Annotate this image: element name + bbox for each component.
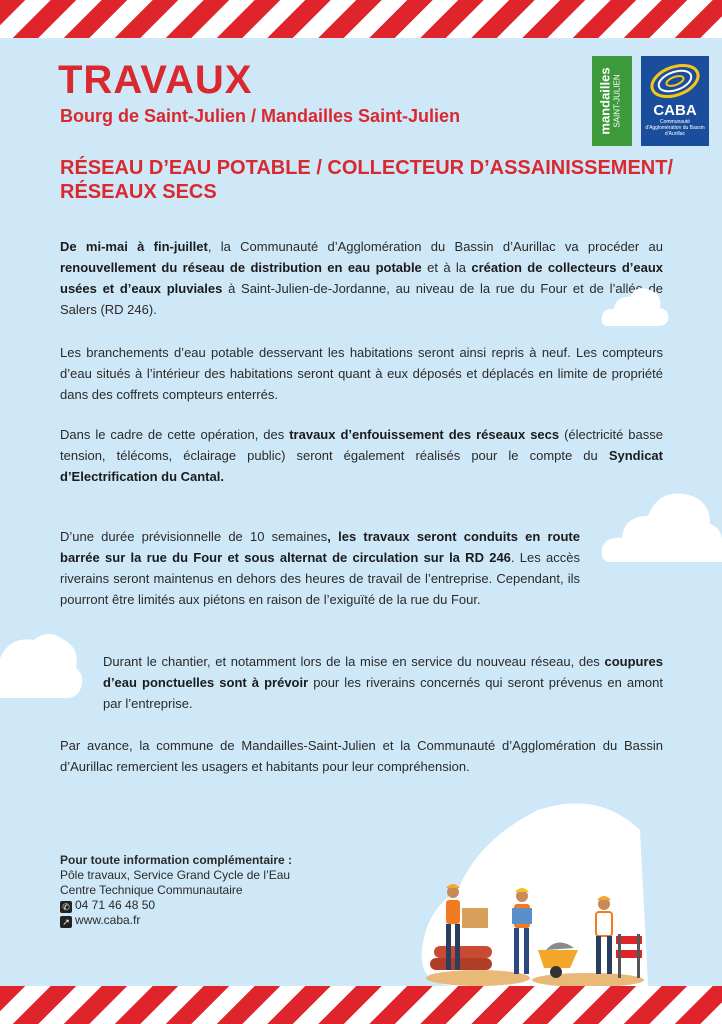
body-text: D’une durée prévisionnelle de 10 semaines: [60, 529, 328, 544]
mandailles-logo: [592, 56, 632, 146]
emphasis-text: création de collecteurs d’eaux usées et d’eaux pluviales: [60, 260, 664, 296]
body-text: pour les riverains concernés qui seront prévenus en amont par l’entreprise.: [103, 675, 663, 711]
cloud-decoration: [600, 282, 670, 328]
body-text: , la Communauté d’Agglomération du Bassin d’Aurillac va procéder au: [207, 239, 663, 254]
emphasis-text: renouvellement du réseau de distribution en eau potable: [60, 260, 422, 275]
paragraph-remerciements: [60, 735, 663, 777]
emphasis-text: De mi-mai à fin-juillet: [60, 239, 208, 254]
cloud-decoration: [0, 628, 84, 700]
body-text: . Les accès riverains seront maintenus en dehors des heures de travail de l’entreprise. Cependant, ils pourront être limités aux piétons en raison de l’exiguïté de la rue du Four.: [60, 550, 580, 607]
caba-logo-name: CABA: [653, 102, 697, 119]
contact-block: [60, 853, 292, 928]
paragraph-branchements: [60, 342, 663, 405]
section-title: RÉSEAU D’EAU POTABLE / COLLECTEUR D’ASSAINISSEMENT/ RÉSEAUX SECS: [60, 157, 674, 203]
link-icon: ↗: [60, 916, 72, 928]
page-subtitle: Bourg de Saint-Julien / Mandailles Saint-Julien: [60, 106, 461, 126]
contact-phone-row: [60, 898, 292, 913]
body-text: Par avance, la commune de Mandailles-Saint-Julien et la Communauté d’Agglomération du Bassin d’Aurillac remercient les usagers et habitants pour leur compréhension.: [60, 738, 663, 774]
contact-web-row: [60, 913, 292, 928]
body-text: (électricité basse tension, télécoms, éclairage public) seront également réalisés pour le compte du: [60, 427, 663, 463]
caba-logo: [641, 56, 709, 146]
hazard-stripe-top: [0, 0, 722, 38]
paragraph-dates: [60, 236, 663, 320]
body-text: à Saint-Julien-de-Jordanne, au niveau de la rue du Four et de l’allée de Salers (RD 246).: [60, 281, 663, 317]
paragraph-coupures: [103, 651, 663, 714]
emphasis-text: Syndicat d’Electrification du Cantal.: [60, 448, 663, 484]
body-text: Dans le cadre de cette opération, des: [60, 427, 290, 442]
contact-center: Centre Technique Communautaire: [60, 883, 243, 897]
body-text: et à la: [421, 260, 472, 275]
mandailles-logo-line1: mandailles: [598, 67, 614, 135]
contact-service: Pôle travaux, Service Grand Cycle de l’Eau: [60, 868, 291, 882]
paragraph-duree: [60, 526, 580, 610]
paragraph-reseaux-secs: [60, 424, 663, 487]
hazard-stripe-bottom: [0, 986, 722, 1024]
emphasis-text: travaux d’enfouissement des réseaux secs: [289, 427, 560, 442]
caba-logo-subtitle: Communauté d'Agglomération du Bassin d'Aurillac: [645, 119, 705, 137]
pipes-icon: [430, 946, 492, 970]
page-title: TRAVAUX: [58, 58, 253, 102]
emphasis-text: , les travaux seront conduits en route barrée sur la rue du Four et sous alternat de circulation sur la RD 246: [60, 529, 580, 565]
caba-swirl-icon: [647, 60, 703, 102]
body-text: Les branchements d’eau potable desservant les habitations seront ainsi repris à neuf. Les compteurs d’eau situés à l’intérieur des habitations seront quant à eux déposés et déplacés en limite de propriété dans des coffrets compteurs enterrés.: [60, 345, 663, 402]
cloud-decoration: [600, 480, 722, 564]
contact-phone: 04 71 46 48 50: [75, 898, 156, 912]
contact-web[interactable]: www.caba.fr: [75, 913, 141, 927]
construction-workers-illustration: [418, 800, 648, 986]
contact-lead: Pour toute information complémentaire :: [60, 853, 293, 867]
mandailles-logo-line2: SAINT-JULIEN: [613, 74, 623, 128]
body-text: Durant le chantier, et notamment lors de la mise en service du nouveau réseau, des: [103, 654, 605, 669]
phone-icon: ✆: [60, 901, 72, 913]
emphasis-text: coupures d’eau ponctuelles sont à prévoir: [103, 654, 663, 690]
